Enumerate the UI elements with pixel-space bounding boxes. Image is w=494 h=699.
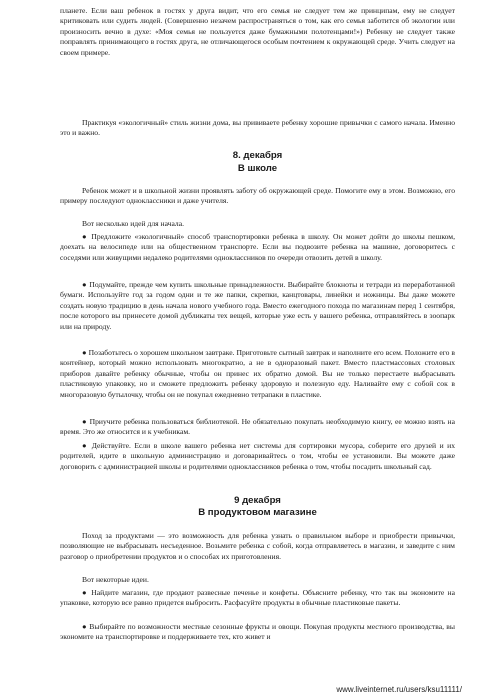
list-item-library: ● Приучите ребенка пользоваться библиотекой. Не обязательно покупать необходимую книгу, ее можно взять на время. Это же относится и к учебникам. (60, 417, 455, 437)
list-item-breakfast: ● Позаботьтесь о хорошем школьном завтраке. Приготовьте сытный завтрак и наполните его всем. Положите его в контейнер, который можно использовать многократно, а не в одноразовый пакет. Вместо пластмассовых столовых приборов давайте ребенку обычные, чтобы он принес их обратно домой. Вы не только перестаете выбрасывать пластиковую упаковку, но и сможете предложить ребенку здоровую и полезную еду. Наливайте ему с собой сок в многоразовую бутылочку, чтобы он не покупал ежедневно тетрапаки в пластике. (60, 348, 455, 399)
list-item-act: ● Действуйте. Если в школе вашего ребенка нет системы для сортировки мусора, соберите его друзей и их родителей, идите в школьную администрацию и договаривайтесь о том, чтобы ее установили. Вы можете даже договорить с администрацией школы и родителями одноклассников ребенка о том, чтобы посадить школьный сад. (60, 441, 455, 471)
list-item-supplies: ● Подумайте, прежде чем купить школьные принадлежности. Выбирайте блокноты и тетради из переработанной бумаги. Используйте год за годом одни и те же папки, скрепки, канцтовары, линейки и ножницы. Вы даже можете создать новую традицию в день начала нового учебного года. Вместо ежегодного похода по магазинам перед 1 сентября, после которого вы принесете домой дубликаты тех вещей, которые уже есть у вашего ребенка, отправляйтесь в зоопарк или на природу. (60, 280, 455, 331)
paragraph-practice: Практикуя «экологичный» стиль жизни дома, вы прививаете ребенку хорошие привычки с самого начала. Именно это и важно. (60, 118, 455, 138)
paragraph-school-intro: Ребенок может и в школьной жизни проявлять заботу об окружающей среде. Помогите ему в этом. Возможно, его примеру последуют одноклассники и даже учителя. (60, 186, 455, 206)
paragraph-grocery-intro: Поход за продуктами — это возможность для ребенка узнать о правильном выборе и приобрести привычки, позволяющие не выбрасывать несъеденное. Возьмите ребенка с собой, когда отправляетесь в магазин, и заведите с ним разговор о приобретении продуктов и о способах их приготовления. (60, 531, 455, 561)
paragraph-intro: планете. Если ваш ребенок в гостях у друга видит, что его семья не следует тем же принципам, ему не следует критиковать или судить людей. (Совершенно незачем распространяться о том, как его семья заботится об экологии или произносить вечно в духе: «Моя семья не пользуется даже бумажными полотенцами!») Ребенку не следует также поправлять принимающего в гостях друга, не отличающегося особым почтением к окружающей среде. Учить следует на своем примере. (60, 6, 455, 57)
section-date-dec9: 9 декабря (234, 495, 281, 506)
paragraph-school-ideas: Вот несколько идей для начала. (82, 219, 184, 228)
list-item-bulk: ● Найдите магазин, где продают развесные печенье и конфеты. Объясните ребенку, что так вы экономите на упаковке, которую все равно придется выбросить. Расфасуйте продукты в обычные пластиковые пакеты. (60, 588, 455, 608)
section-date-dec8: 8. декабря (232, 150, 283, 161)
list-item-local: ● Выбирайте по возможности местные сезонные фрукты и овощи. Покупая продукты местного производства, вы экономите на транспортировке и поддерживаете тех, кто живет и (60, 622, 455, 642)
watermark-url: www.liveinternet.ru/users/ksu11111/ (336, 685, 462, 694)
section-title-grocery: В продуктовом магазине (198, 507, 317, 518)
section-title-school: В школе (237, 163, 278, 174)
list-item-transport: ● Предложите «экологичный» способ транспортировки ребенка в школу. Он может дойти до школы пешком, доехать на велосипеде или на общественном транспорте. Если вы подвозите ребенка на машине, договоритесь с соседями или живущими недалеко родителями одноклассников по очереди отвозить детей в школу. (60, 232, 455, 262)
paragraph-grocery-ideas: Вот некоторые идеи. (82, 575, 149, 584)
